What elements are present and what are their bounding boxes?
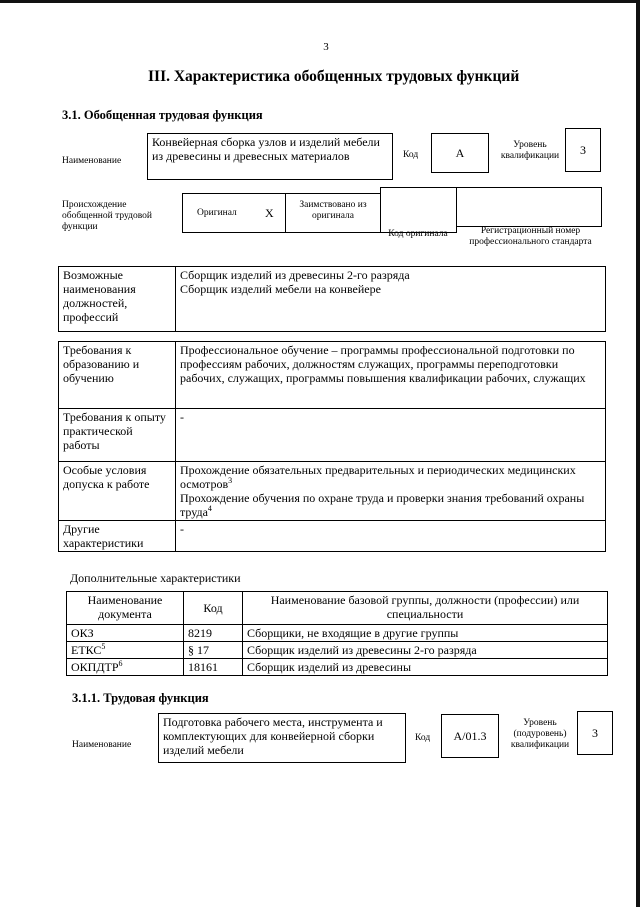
page-title: III. Характеристика обобщенных трудовых функций [148,68,520,85]
tf-name-box [158,713,406,763]
header-code: Код [203,601,223,615]
function-name-value: Конвейерная сборка узлов и изделий мебели из древесины и древесных материалов [152,135,380,163]
positions-table [58,266,606,332]
experience-value: - [180,410,184,424]
experience-label: Требования к опыту практической работы [63,410,166,452]
other-label: Другие характеристики [63,522,144,550]
reg-number-caption: Регистрационный номер профессионального стандарта [469,226,592,247]
section-heading-3-1-1: 3.1.1. Трудовая функция [72,691,209,705]
table-row [67,659,608,676]
table-row [59,409,606,462]
name-cell: Сборщики, не входящие в другие группы [247,626,459,640]
table-header-row [67,592,608,625]
tf-name-label: Наименование [72,740,132,750]
scan-edge-right [636,0,640,907]
positions-label: Возможные наименования должностей, профессий [63,268,136,324]
code-box [431,133,489,173]
special-label: Особые условия допуска к работе [63,463,150,491]
additional-caption: Дополнительные характеристики [70,571,241,585]
table-row [67,642,608,659]
education-label: Требования к образованию и обучению [63,343,140,385]
position-line: Сборщик изделий из древесины 2-го разряда [180,268,410,282]
special-line-1: Прохождение обязательных предварительных и периодических медицинских осмотров [180,463,576,491]
origin-code-caption: Код оригинала [388,229,448,239]
header-doc: Наименование документа [87,593,163,621]
tf-code-label: Код [415,733,431,743]
origin-code-cell [380,187,457,233]
header-name: Наименование базовой группы, должности (профессии) или специальности [270,593,580,621]
code-cell: 18161 [188,660,218,674]
tf-code-box [441,714,499,758]
origin-label: Происхождение обобщенной трудовой функции [62,200,152,232]
special-line-2: Прохождение обучения по охране труда и проверки знания требований охраны труда [180,491,585,519]
tf-level-label: Уровень (подуровень) квалификации [510,718,570,750]
original-cell [182,193,286,233]
code-value: А [455,146,465,160]
reg-number-cell [456,187,602,227]
position-line: Сборщик изделий мебели на конвейере [180,282,381,296]
borrowed-label: Заимствовано из оригинала [299,200,367,221]
requirements-table [58,341,606,552]
tf-level-value: 3 [592,726,598,740]
table-row [59,521,606,552]
code-cell: 8219 [188,626,212,640]
name-cell: Сборщик изделий из древесины [247,660,412,674]
table-row [67,625,608,642]
footnote-ref: 6 [118,659,123,668]
doc-cell: ОКЗ [71,626,94,640]
borrowed-cell [285,193,381,233]
code-label: Код [403,150,419,160]
table-row [59,342,606,409]
scan-edge-top [0,0,640,3]
additional-table [66,591,608,676]
tf-level-box [577,711,613,755]
footnote-ref: 4 [207,504,212,513]
original-label: Оригинал [197,208,237,218]
other-value: - [180,522,184,536]
level-label: Уровень квалификации [500,140,560,161]
doc-cell: ЕТКС [71,643,102,657]
table-row [59,462,606,521]
level-value: 3 [580,143,586,157]
level-box [565,128,601,172]
doc-cell: ОКПДТР [71,660,119,674]
page-number: 3 [323,41,329,53]
tf-code-value: А/01.3 [453,729,487,743]
education-value: Профессиональное обучение – программы профессиональной подготовки по профессиям рабочих, должностям служащих, программы переподготовки рабочих, служащих, программы повышения квалификации рабочих, служащих [180,343,586,385]
name-cell: Сборщик изделий из древесины 2-го разряда [247,643,477,657]
tf-name-value: Подготовка рабочего места, инструмента и комплектующих для конвейерной сборки изделий мебели [163,715,383,757]
code-cell: § 17 [188,643,209,657]
original-mark: X [265,206,274,220]
function-name-box [147,133,393,180]
footnote-ref: 5 [101,642,106,651]
footnote-ref: 3 [228,476,233,485]
name-label: Наименование [62,156,122,166]
section-heading-3-1: 3.1. Обобщенная трудовая функция [62,108,263,122]
